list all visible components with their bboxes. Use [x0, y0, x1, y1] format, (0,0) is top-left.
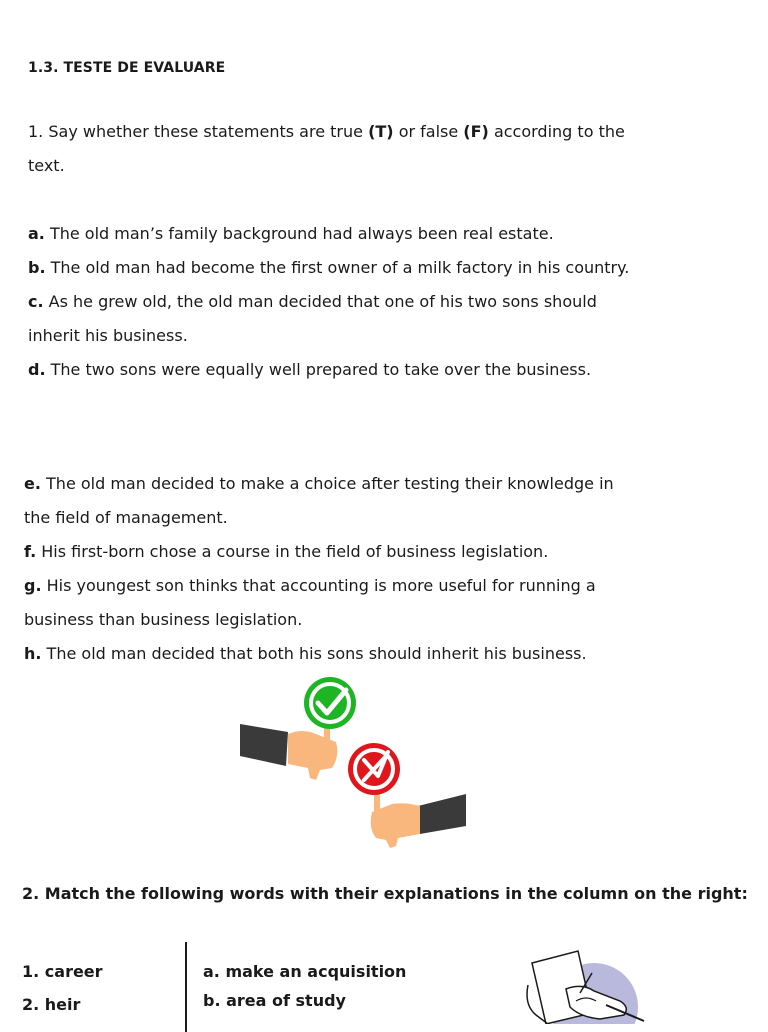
hand-writing-icon [520, 945, 660, 1024]
explanation-item: a. make an acquisition [203, 962, 407, 981]
word-item: 1. career [22, 962, 103, 981]
statement-e: e. The old man decided to make a choice after testing their knowledge in the field of management. [24, 474, 614, 527]
top-sleeve [240, 724, 288, 766]
statement-g: g. His youngest son thinks that accounting is more useful for running a business than business legislation. [24, 576, 596, 629]
true-false-hands-icon [236, 672, 472, 852]
false-marker: (F) [463, 122, 489, 141]
column-divider [185, 942, 187, 1032]
statement-f: f. His first-born chose a course in the field of business legislation. [24, 542, 549, 561]
statement-a: a. The old man’s family background had always been real estate. [28, 224, 554, 243]
true-marker: (T) [368, 122, 394, 141]
statement-b: b. The old man had become the first owner of a milk factory in his country. [28, 258, 630, 277]
section-heading: 1.3. TESTE DE EVALUARE [28, 60, 226, 76]
exercise-2-instruction: 2. Match the following words with their explanations in the column on the right: [22, 884, 748, 903]
bottom-sleeve [418, 794, 466, 834]
exercise-1-instruction: 1. Say whether these statements are true (T) or false (F) according to the text. [28, 122, 625, 175]
statement-d: d. The two sons were equally well prepared to take over the business. [28, 360, 592, 379]
explanation-item: b. area of study [203, 991, 346, 1010]
statement-c: c. As he grew old, the old man decided that one of his two sons should inherit his business. [28, 292, 597, 345]
word-item: 2. heir [22, 995, 81, 1014]
statement-h: h. The old man decided that both his sons should inherit his business. [24, 644, 587, 663]
